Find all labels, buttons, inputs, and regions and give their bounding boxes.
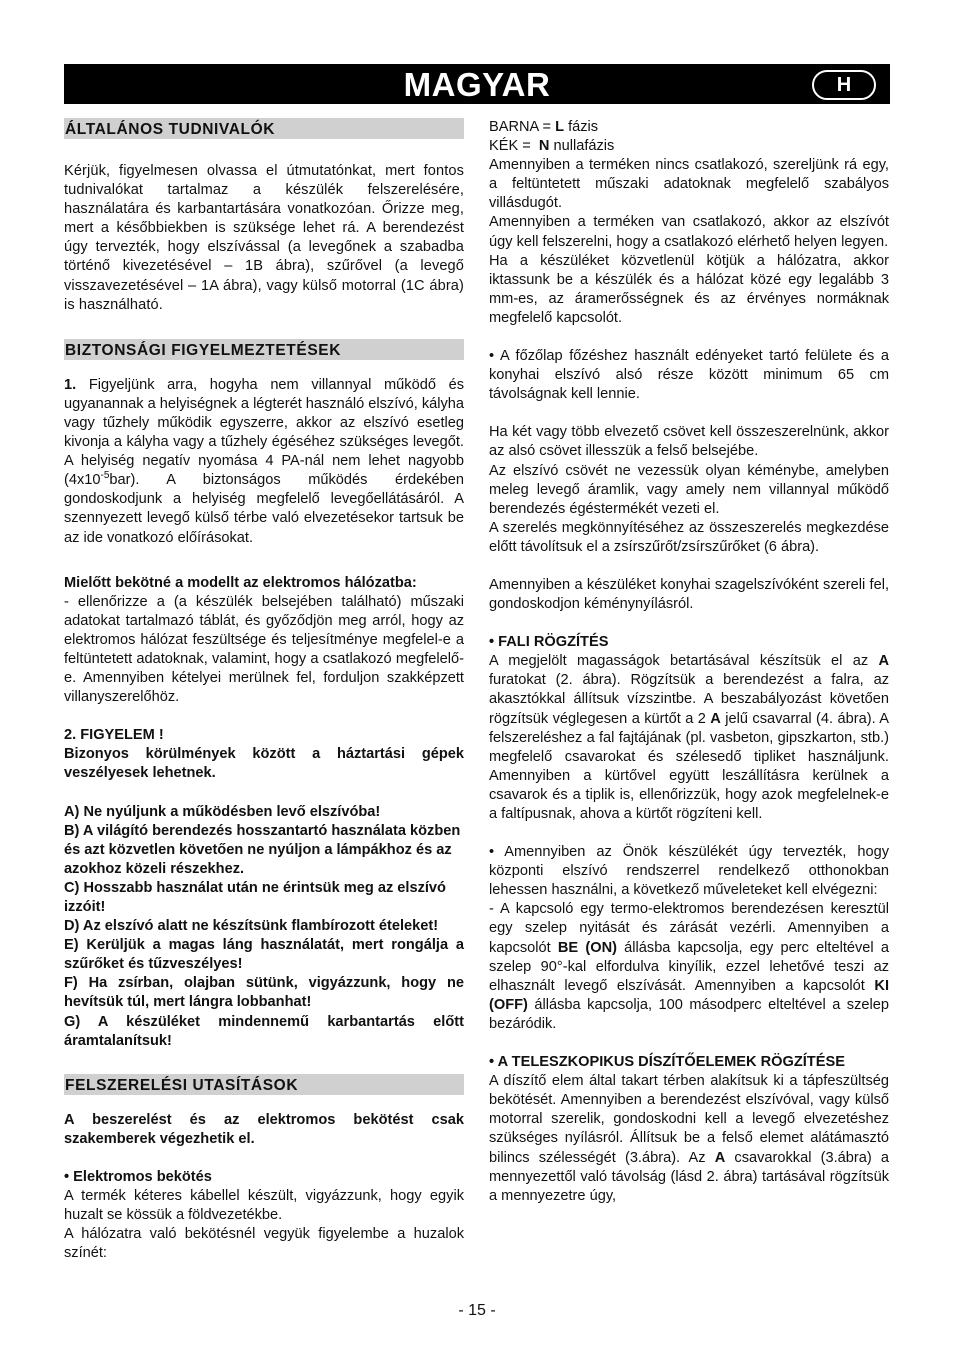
warning-item-d: D) Az elszívó alatt ne készítsünk flambírozott ételeket!: [64, 918, 439, 935]
wire-blue: [489, 137, 889, 156]
wire-brown-desc: fázis: [564, 119, 599, 135]
wire-blue-code: N: [538, 138, 550, 155]
wire-blue-label: KÉK =: [489, 138, 539, 155]
exponent: -5: [100, 470, 110, 482]
wall-text-1: A megjelölt magasságok betartásával készítsük el az: [489, 653, 879, 670]
item-number: 1.: [64, 376, 77, 393]
general-paragraph: Kérjük, figyelmesen olvassa el útmutatónkat, mert fontos tudnivalókat tartalmaz a készülék felszerelésére, használatára és karbantartására vonatkozóan. Őrizze meg, mert a későbbiekben is szüksége lehet rá. A berendezést úgy tervezték, hogy elszívással (a levegőnek a szabadba történő kivezetésével – 1B ábra), szűrővel (a levegő visszavezetésével – 1A ábra), vagy külső motorral (1C ábra) is használható.: [64, 163, 464, 313]
safety-paragraph-1: [64, 376, 464, 548]
switch-text-1: - A kapcsoló egy termo-elektromos berendezésen keresztül egy szelep nyitását és zárását vezérli. Amennyiben a kapcsolót: [489, 901, 889, 956]
electrical-paragraph-1: A termék kéteres kábellel készült, vigyázzunk, hogy egyik huzalt se kössük a földvezetékbe.: [64, 1188, 464, 1224]
wire-brown-label: BARNA =: [489, 119, 556, 135]
left-column: [64, 118, 464, 1263]
warning-item-e: E) Kerüljük a magas láng használatát, mert rongálja a szűrőket és tűzveszélyes!: [64, 937, 464, 973]
pipes-paragraph-1: Ha két vagy több elvezető csövet kell összeszerelnünk, akkor az alsó csövet illesszük a felső belsejébe.: [489, 424, 889, 460]
warning-item-c: C) Hosszabb használat után ne érintsük meg az elszívó izzóit!: [64, 879, 446, 915]
language-badge: H: [812, 70, 876, 100]
telescopic-text-2: csavarokkal (3.ábra) a mennyezettől való távolság (lásd 2. ábra) tartásával rögzítsük a mennyezetre úgy,: [489, 1149, 890, 1204]
before-connect-title: Mielőtt bekötné a modellt az elektromos hálózatba:: [64, 574, 417, 591]
switch-text-3: állásba kapcsolja, 100 másodperc elteltével a szelep bezáródik.: [489, 996, 889, 1032]
pipes-paragraph-3: A szerelés megkönnyítéséhez az összeszerelés megkezdése előtt távolítsuk el a zsírszűrőt/zsírszűrőket (6 ábra).: [489, 519, 889, 555]
chimney-paragraph: Amennyiben a készüléket konyhai szagelszívóként szereli fel, gondoskodjon kéménynyílásról.: [489, 576, 889, 613]
warning-title: 2. FIGYELEM !: [64, 727, 164, 744]
section-title-general: ÁLTALÁNOS TUDNIVALÓK: [64, 118, 464, 139]
safety-text-b: bar). A biztonságos működés érdekében gondoskodjunk a helyiség megfelelő levegőellátásáról. A szennyezett levegő külső térbe való elvezetésekor tartsuk be az ide vonatkozó előírásokat.: [64, 472, 464, 546]
electrical-paragraph-2: A hálózatra való bekötésnél vegyük figyelembe a huzalok színét:: [64, 1226, 464, 1262]
switch-text-2: állásba kapcsolja, egy perc elteltével a szelep 90°-kal elfordulva kinyílik, ezzel lehetővé teszi az elhasznált levegő elszívását. Amennyiben a kapcsolót: [489, 939, 889, 994]
telescopic-paragraph: [489, 1072, 889, 1206]
wire-brown-code: L: [555, 119, 565, 135]
warning-text: Bizonyos körülmények között a háztartási gépek veszélyesek lehetnek.: [64, 746, 464, 782]
telescopic-title: • A TELESZKOPIKUS DÍSZÍTŐELEMEK RÖGZÍTÉSE: [489, 1054, 845, 1071]
section-title-installation: FELSZERELÉSI UTASÍTÁSOK: [64, 1074, 464, 1095]
wall-mount-title: • FALI RÖGZÍTÉS: [489, 634, 609, 651]
warning-item-a: A) Ne nyúljunk a működésben levő elszívóba!: [64, 803, 381, 820]
wall-text-2: furatokat (2. ábra). Rögzítsük a berendezést a falra, az akasztókkal állítsuk vízszintbe. A beszabályozást követően rögzítsük véglegesen a kürtőt a 2: [489, 672, 889, 727]
telescopic-text-1: A díszítő elem által takart térben alakítsuk ki a tápfeszültség bekötését. Amennyiben a berendezést elszívóval, vagy külső motorral szerelik, gondoskodni kell a levegő elvezetéshez szükséges nyílásról. Állítsuk be a felső elemet alátámasztó bilincs szélességét (3.ábra). Az: [489, 1073, 889, 1166]
wall-screw-label: A: [710, 710, 721, 727]
wire-brown: [489, 118, 889, 137]
installation-intro: A beszerelést és az elektromos bekötést csak szakemberek végezhetik el.: [64, 1111, 464, 1147]
switch-on-label: BE (ON): [557, 939, 617, 956]
page-number: - 15 -: [458, 1302, 496, 1319]
central-system-paragraph: • Amennyiben az Önök készülékét úgy tervezték, hogy központi elszívó rendszerrel rendelkező otthonokban lehessen használni, a következő műveleteket kell elvégezni:: [489, 844, 889, 899]
safety-text-a: Figyeljünk arra, hogyha nem villannyal működő és ugyanannak a helyiségnek a légterét használó elszívó, kályha vagy tűzhely működik egyszerre, akkor az elszívó esetleg kivonja a kályha vagy a tűzhely égéséhez szükséges levegőt. A helyiség negatív nyomása 4 PA-nál nem lehet nagyobb (4x10: [64, 376, 464, 489]
telescopic-screw-label: A: [714, 1149, 726, 1166]
plug-paragraph-1: Amennyiben a terméken nincs csatlakozó, szereljünk rá egy, a feltüntetett műszaki adatoknak megfelelő szabályos villásdugót.: [489, 157, 889, 212]
warning-item-b: B) A világító berendezés hosszantartó használata közben és azt közvetlen követően ne nyúljon a lámpákhoz és az azokhoz közeli részekhez.: [64, 822, 461, 877]
right-column: [489, 118, 889, 1206]
header-bar: [64, 64, 890, 104]
page-title: MAGYAR: [403, 66, 551, 103]
electrical-title: • Elektromos bekötés: [64, 1168, 212, 1185]
cooktop-paragraph: • A főzőlap főzéshez használt edényeket tartó felülete és a konyhai elszívó alsó része között minimum 65 cm távolságnak kell lennie.: [489, 348, 889, 403]
warning-item-g: G) A készüléket mindennemű karbantartás előtt áramtalanítsuk!: [64, 1013, 464, 1049]
wall-text-3: jelű csavarral (4. ábra). A felszereléshez a fal fajtájának (pl. vasbeton, gipszkarton, stb.) megfelelő csavarokat és szélesedő tipliket használjunk. Amennyiben a kürtővel együtt leszállításra kerülnek a csavarok és a tiplik is, ellenőrizzük, hogy azok megfelelnek-e a faltípusnak, ahova a kürtőt rögzíteni kell.: [489, 710, 889, 822]
wire-blue-desc: nullafázis: [549, 138, 615, 155]
section-title-safety: BIZTONSÁGI FIGYELMEZTETÉSEK: [64, 339, 464, 360]
switch-off-label: KI (OFF): [489, 977, 889, 1013]
plug-paragraph-3: Ha a készüléket közvetlenül kötjük a hálózatra, akkor iktassunk be a készülék és a hálózat közé egy legalább 3 mm-es, az áramerősségnek és az érvényes normáknak megfelelő kapcsolót.: [489, 252, 889, 326]
plug-paragraph-2: Amennyiben a terméken van csatlakozó, akkor az elszívót úgy kell felszerelni, hogy a csatlakozó elérhető helyen legyen.: [489, 214, 889, 250]
wall-hole-label: A: [878, 653, 889, 670]
pipes-paragraph-2: Az elszívó csövét ne vezessük olyan kéménybe, amelyben meleg levegő áramlik, vagy amely nem villannyal működő berendezés égéstermékét vezeti el.: [489, 462, 889, 517]
warning-item-f: F) Ha zsírban, olajban sütünk, vigyázzunk, hogy ne hevítsük túl, mert lángra lobbanhat!: [64, 975, 464, 1011]
before-connect-text: - ellenőrizze a (a készülék belsejében található) műszaki adatokat tartalmazó táblát, és győződjön meg arról, hogy az elektromos hálózat feszültsége és teljesítménye megfelel-e a feltüntetett adatoknak, valamint, hogy a csatlakozó megfelelő-e. Amennyiben kételyei merülnek fel, forduljon szakképzett villanyszerelőhöz.: [64, 593, 464, 706]
switch-paragraph: [489, 900, 889, 1034]
wall-mount-paragraph: [489, 652, 889, 824]
